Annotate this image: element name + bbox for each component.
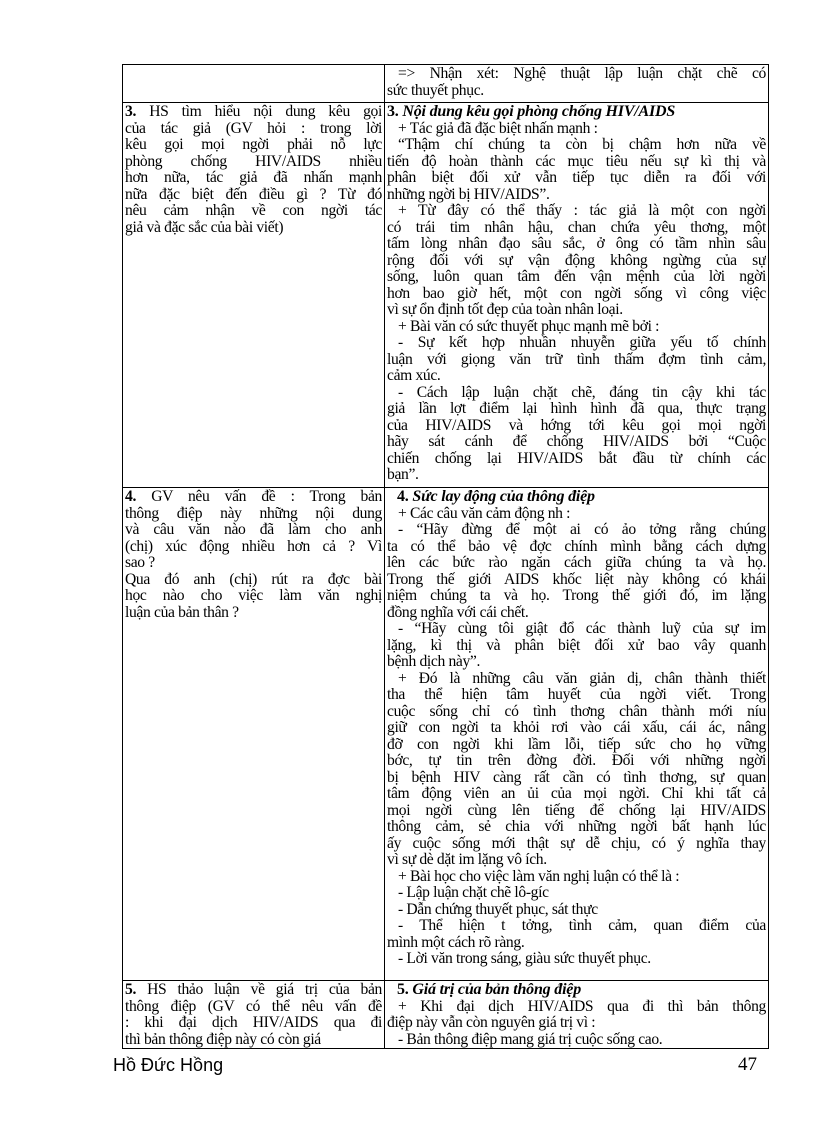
section-number: 5. [125, 982, 136, 998]
text-line: tiến độ hoàn thành các mục tiêu nếu sự kì thị và [387, 153, 766, 170]
section-number: 3. [125, 104, 136, 120]
lesson-table [122, 64, 769, 1049]
text-line: cuộc sống chỉ có tình thơng chân thành mới níu [387, 703, 766, 720]
text-line: luận của bản thân ? [125, 604, 239, 621]
text-line: luận với giọng văn trữ tình thấm đợm tình cảm, [387, 351, 766, 368]
text-line: - Dẫn chứng thuyết phục, sát thực [398, 901, 598, 918]
text-line: - Cách lập luận chặt chẽ, đáng tin cậy khi tác [398, 384, 766, 401]
text-line: điệp này vẫn còn nguyên giá trị vì : [387, 1015, 596, 1031]
text-line: Qua đó anh (chị) rút ra đợc bài [125, 571, 382, 588]
text-line: lặng, kì thị và phân biệt đối xử bao vây quanh [387, 637, 766, 654]
text-line: - Sự kết hợp nhuần nhuyễn giữa yếu tố chính [398, 335, 766, 351]
text-line: - “Hãy đừng để một ai có ảo tởng rằng chúng [398, 522, 766, 538]
section-title: Nội dung kêu gọi phòng chống HIV/AIDS [402, 103, 676, 120]
text-line: vì sự dè dặt im lặng vô ích. [387, 852, 547, 868]
activity-cell [123, 103, 385, 488]
text-line: - Lời văn trong sáng, giàu sức thuyết phục. [398, 951, 651, 967]
content-cell [385, 65, 769, 103]
text-line: hãy sát cánh để chống HIV/AIDS bởi “Cuộc [387, 434, 766, 450]
table-row [123, 103, 769, 488]
text-line: phân biệt đối xử vẫn tiếp tục diễn ra đối với [387, 170, 766, 186]
text-line: hơn bao giờ hết, một con ngời sống vì công việc [387, 285, 766, 302]
text-line: “Thậm chí chúng ta còn bị chậm hơn nữa về [398, 137, 766, 153]
text-line: sức thuyết phục. [387, 82, 484, 99]
text-line: phòng chống HIV/AIDS nhiều [125, 153, 382, 170]
text-line: của HIV/AIDS và hớng tới kêu gọi mọi ngời [387, 417, 766, 434]
text-line: rộng đối với sự vận động không ngừng của sự [387, 252, 766, 269]
text-line: bị bệnh HIV càng rất cần có tình thơng, sự quan [387, 769, 766, 786]
text-line: giả và đặc sắc của bài viết) [125, 219, 284, 236]
text-line: mình một cách rõ ràng. [387, 934, 525, 951]
text-line: (chị) xúc động nhiều hơn cả ? Vì [125, 538, 382, 555]
content-cell [385, 981, 769, 1049]
text-line: thông điệp này những nội dung [125, 505, 382, 522]
text-line: chiến chống lại HIV/AIDS bắt đầu từ chính các [387, 450, 766, 467]
text-line: + Bài văn có sức thuyết phục mạnh mẽ bởi : [398, 318, 660, 335]
text-line: + Khi đại dịch HIV/AIDS qua đi thì bản thông [398, 998, 766, 1015]
text-line-content: HS thảo luận về giá trị của bản [136, 982, 382, 998]
content-cell [385, 488, 769, 981]
text-line: - Bản thông điệp mang giá trị cuộc sống cao. [398, 1031, 663, 1048]
text-line: bệnh dịch này”. [387, 654, 481, 670]
text-line: + Các câu văn cảm động nh : [398, 505, 571, 522]
text-line: + Đó là những câu văn giản dị, chân thành thiết [398, 670, 766, 687]
text-line: đồng nghĩa với cái chết. [387, 604, 529, 621]
activity-cell [123, 65, 385, 103]
activity-cell [123, 488, 385, 981]
text-line: mọi ngời cùng lên tiếng để chống lại HIV/AIDS [387, 802, 766, 819]
text-line: => Nhận xét: Nghệ thuật lập luận chặt chẽ có [398, 66, 766, 82]
section-title: Sức lay động của thông điệp [412, 488, 595, 505]
text-line: thông điệp (GV có thể nêu vấn đề [125, 998, 382, 1015]
section-title: Giá trị của bản thông điệp [412, 981, 582, 998]
section-number: 4. [397, 488, 413, 505]
text-line: bớc, tự tin trên đờng đời. Đối với những ngời [387, 753, 766, 769]
text-line: học nào cho việc làm văn nghị [125, 588, 382, 604]
section-heading [387, 489, 766, 506]
text-line: giữ con ngời ta khỏi rơi vào cái xấu, cái ác, nâng [387, 720, 766, 736]
text-line-content: GV nêu vấn đề : Trong bản [136, 489, 382, 505]
text-line: - “Hãy cùng tôi giật đổ các thành luỹ của sự im [398, 621, 766, 637]
text-line: Trong thế giới AIDS khốc liệt này không có khái [387, 571, 766, 588]
text-line [125, 104, 382, 121]
text-line: tha thể hiện tâm huyết của ngời viết. Trong [387, 687, 766, 703]
text-line: + Tác giả đã đặc biệt nhấn mạnh : [398, 120, 598, 137]
text-line: đỡ con ngời khi lầm lỗi, tiếp sức cho họ vững [387, 736, 766, 753]
table-row [123, 65, 769, 103]
section-number: 3. [387, 103, 403, 120]
text-line: bạn”. [387, 467, 419, 483]
text-line: : khi đại dịch HIV/AIDS qua đi [125, 1015, 382, 1031]
text-line: giả lần lợt điểm lại hình hình đã qua, thực trạng [387, 401, 766, 417]
section-number: 5. [397, 981, 413, 998]
text-line: thông cảm, sẻ chia với những ngời bất hạnh lúc [387, 819, 766, 835]
text-line: sống, luôn quan tâm đến vận mệnh của lời ngời [387, 269, 766, 285]
text-line: niệm chúng ta và họ. Trong thế giới đó, im lặng [387, 588, 766, 604]
text-line: tấm lòng nhân đạo sâu sắc, ở ông có tầm nhìn sâu [387, 236, 766, 252]
text-line: - Thể hiện t tởng, tình cảm, quan điểm của [398, 918, 766, 934]
table-row [123, 981, 769, 1049]
text-line: và câu văn nào đã làm cho anh [125, 522, 382, 538]
text-line: sao ? [125, 555, 155, 571]
text-line: tâm động viên an ủi của mọi ngời. Chỉ khi tất cả [387, 786, 766, 802]
content-cell [385, 103, 769, 488]
text-line: hơn nữa, tác giả đã nhấn mạnh [125, 170, 382, 186]
text-line: kêu gọi mọi ngời phải nỗ lực [125, 137, 382, 153]
text-line: + Từ đây có thể thấy : tác giả là một con ngời [398, 203, 766, 219]
text-line: vì sự ổn định tốt đẹp của toàn nhân loại. [387, 302, 623, 318]
page-number: 47 [738, 1054, 757, 1075]
text-line: ta có thể bảo vệ đợc chính mình bằng cách dựng [387, 538, 766, 555]
text-line-content: HS tìm hiểu nội dung kêu gọi [136, 104, 382, 120]
footer-author: Hồ Đức Hồng [113, 1055, 224, 1075]
activity-cell [123, 981, 385, 1049]
text-line [125, 982, 382, 999]
section-heading [387, 104, 766, 121]
text-line: những ngời bị HIV/AIDS”. [387, 186, 550, 203]
text-line: lên các bức rào ngăn cách giữa chúng ta và họ. [387, 555, 766, 571]
text-line: nữa đặc biệt đến điều gì ? Từ đó [125, 186, 382, 203]
section-number: 4. [125, 489, 136, 505]
text-line: của tác giả (GV hỏi : trong lời [125, 120, 382, 137]
text-line: ấy cuộc sống mới thật sự dễ chịu, có ý nghĩa thay [387, 835, 766, 852]
text-line [125, 489, 382, 506]
section-heading [387, 982, 766, 999]
text-line: có trái tim nhân hậu, chan chứa yêu thơng, một [387, 219, 766, 236]
text-line: nêu cảm nhận về con ngời tác [125, 203, 382, 219]
table-row [123, 488, 769, 981]
text-line: cảm xúc. [387, 368, 441, 384]
text-line: thì bản thông điệp này có còn giá [125, 1031, 321, 1048]
text-line: + Bài học cho việc làm văn nghị luận có thể là : [398, 868, 680, 885]
text-line: - Lập luận chặt chẽ lô-gíc [398, 885, 549, 901]
